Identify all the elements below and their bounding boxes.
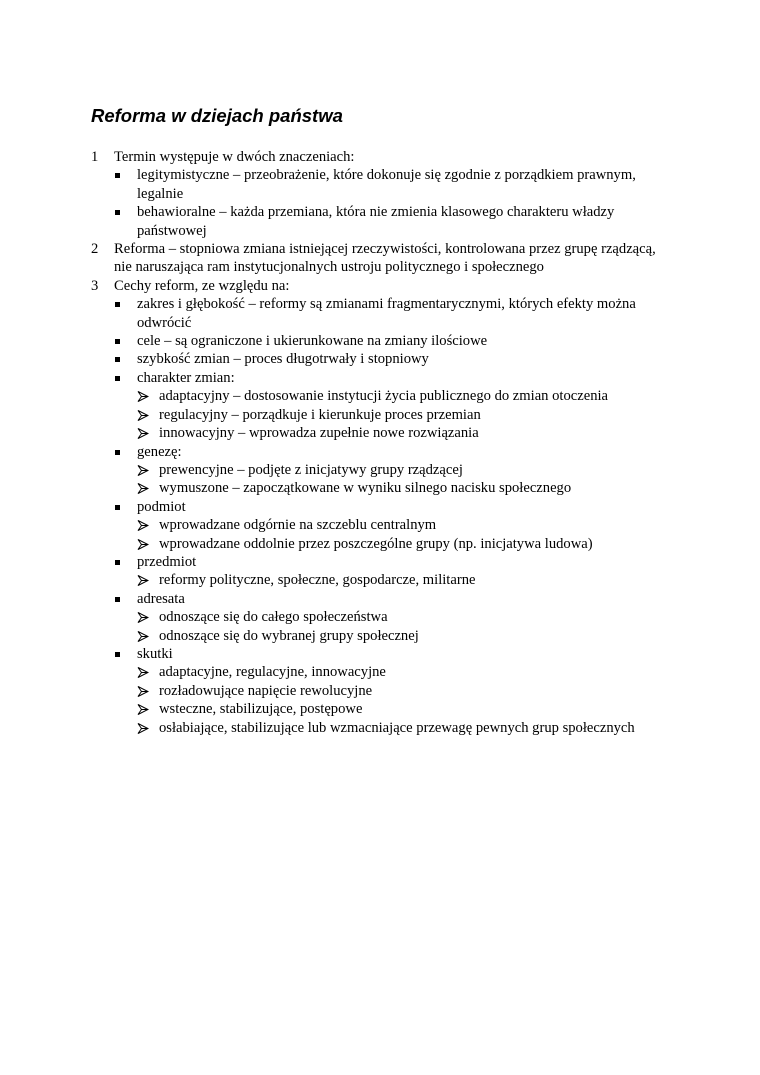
- bullet-list-item: [91, 332, 671, 350]
- square-bullet-icon: [115, 339, 120, 344]
- numbered-item-text: Termin występuje w dwóch znaczeniach:: [114, 149, 355, 165]
- bullet-list-item: [91, 166, 671, 203]
- arrowhead-bullet-icon: [137, 631, 149, 642]
- list-number: 2: [91, 241, 99, 258]
- arrowhead-bullet-icon: [137, 686, 149, 697]
- list-number: 3: [91, 277, 99, 294]
- list-number: 1: [91, 149, 99, 165]
- bullet-list-item: [91, 553, 671, 571]
- bullet-item-text: adresata: [137, 590, 185, 607]
- arrowhead-bullet-icon: [137, 483, 149, 494]
- arrowhead-bullet-icon: [137, 539, 149, 550]
- arrowhead-bullet-icon: [137, 723, 149, 734]
- arrow-list-item: [91, 461, 671, 479]
- arrow-item-text: wymuszone – zapoczątkowane w wyniku silnego nacisku społecznego: [159, 480, 572, 497]
- arrowhead-bullet-icon: [137, 410, 149, 421]
- arrowhead-bullet-icon: [137, 667, 149, 678]
- arrow-item-text: adaptacyjne, regulacyjne, innowacyjne: [159, 664, 386, 681]
- bullet-list-item: [91, 498, 671, 516]
- arrow-item-text: odnoszące się do całego społeczeństwa: [159, 609, 388, 626]
- numbered-item-text: Cechy reform, ze względu na:: [114, 277, 290, 294]
- arrow-list-item: [91, 719, 671, 737]
- bullet-item-text: behawioralne – każda przemiana, która nie zmienia klasowego charakteru władzy państwowej: [137, 204, 615, 239]
- arrowhead-bullet-icon: [137, 612, 149, 623]
- bullet-item-text: legitymistyczne – przeobrażenie, które dokonuje się zgodnie z porządkiem prawnym, legalnie: [137, 167, 636, 202]
- arrowhead-bullet-icon: [137, 465, 149, 476]
- document-title: Reforma w dziejach państwa: [91, 105, 343, 126]
- arrow-list-item: [91, 387, 671, 405]
- arrow-list-item: [91, 406, 671, 424]
- numbered-item-text: Reforma – stopniowa zmiana istniejącej rzeczywistości, kontrolowana przez grupę rządzącą, nie naruszająca ram instytucjonalnych ustroju politycznego i społecznego: [114, 241, 656, 276]
- arrow-item-text: wprowadzane odgórnie na szczeblu centralnym: [159, 517, 437, 534]
- square-bullet-icon: [115, 302, 120, 307]
- square-bullet-icon: [115, 597, 120, 602]
- bullet-list-item: [91, 350, 671, 368]
- arrow-item-text: prewencyjne – podjęte z inicjatywy grupy rządzącej: [159, 461, 463, 478]
- arrow-list-item: [91, 479, 671, 497]
- square-bullet-icon: [115, 173, 120, 178]
- arrowhead-bullet-icon: [137, 520, 149, 531]
- bullet-list-item: [91, 443, 671, 461]
- arrow-item-text: odnoszące się do wybranej grupy społecznej: [159, 627, 419, 644]
- arrowhead-bullet-icon: [137, 428, 149, 439]
- numbered-list-item: [91, 148, 671, 166]
- arrowhead-bullet-icon: [137, 704, 149, 715]
- arrow-list-item: [91, 700, 671, 718]
- square-bullet-icon: [115, 376, 120, 381]
- numbered-list-item: [91, 240, 671, 277]
- numbered-list-item: [91, 277, 671, 295]
- bullet-list-item: [91, 369, 671, 387]
- bullet-list-item: [91, 590, 671, 608]
- arrow-item-text: adaptacyjny – dostosowanie instytucji życia publicznego do zmian otoczenia: [159, 388, 609, 405]
- arrowhead-bullet-icon: [137, 575, 149, 586]
- arrow-item-text: rozładowujące napięcie rewolucyjne: [159, 682, 373, 699]
- square-bullet-icon: [115, 652, 120, 657]
- arrow-list-item: [91, 627, 671, 645]
- arrow-list-item: [91, 535, 671, 553]
- square-bullet-icon: [115, 505, 120, 510]
- bullet-item-text: szybkość zmian – proces długotrwały i stopniowy: [137, 351, 429, 368]
- bullet-item-text: charakter zmian:: [137, 369, 235, 386]
- arrow-list-item: [91, 682, 671, 700]
- arrow-list-item: [91, 424, 671, 442]
- arrow-list-item: [91, 608, 671, 626]
- square-bullet-icon: [115, 450, 120, 455]
- bullet-item-text: podmiot: [137, 498, 186, 515]
- arrow-item-text: regulacyjny – porządkuje i kierunkuje proces przemian: [159, 406, 481, 423]
- bullet-list-item: [91, 203, 671, 240]
- arrow-item-text: wprowadzane oddolnie przez poszczególne grupy (np. inicjatywa ludowa): [159, 535, 593, 552]
- arrow-list-item: [91, 663, 671, 681]
- square-bullet-icon: [115, 560, 120, 565]
- arrow-list-item: [91, 516, 671, 534]
- arrow-item-text: innowacyjny – wprowadza zupełnie nowe rozwiązania: [159, 425, 479, 442]
- arrowhead-bullet-icon: [137, 391, 149, 402]
- bullet-list-item: [91, 645, 671, 663]
- bullet-list-item: [91, 295, 671, 332]
- arrow-list-item: [91, 571, 671, 589]
- bullet-item-text: zakres i głębokość – reformy są zmianami fragmentarycznymi, których efekty można odwrócić: [137, 296, 636, 331]
- bullet-item-text: cele – są ograniczone i ukierunkowane na zmiany ilościowe: [137, 333, 488, 350]
- bullet-item-text: przedmiot: [137, 553, 197, 570]
- bullet-item-text: skutki: [137, 645, 173, 662]
- square-bullet-icon: [115, 357, 120, 362]
- square-bullet-icon: [115, 210, 120, 215]
- arrow-item-text: wsteczne, stabilizujące, postępowe: [159, 701, 363, 718]
- arrow-item-text: reformy polityczne, społeczne, gospodarcze, militarne: [159, 572, 476, 589]
- arrow-item-text: osłabiające, stabilizujące lub wzmacniające przewagę pewnych grup społecznych: [159, 719, 635, 736]
- bullet-item-text: genezę:: [137, 443, 182, 460]
- document-body: [91, 148, 671, 737]
